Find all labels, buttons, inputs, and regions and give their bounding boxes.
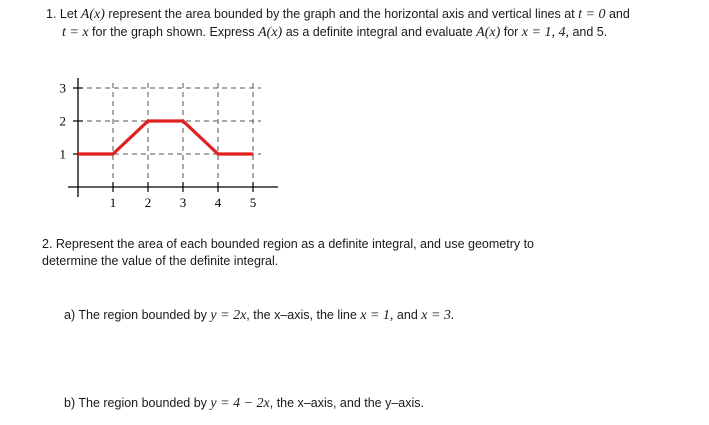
problem-1-line-1 xyxy=(46,6,630,23)
text: for the graph shown. Express xyxy=(92,25,255,39)
text: and 5. xyxy=(572,25,608,39)
text: , the x–axis, the line xyxy=(246,308,357,322)
axes xyxy=(68,78,278,197)
x-tick-label: 4 xyxy=(214,195,222,210)
equation-t-x: t = x xyxy=(62,25,89,40)
function-a-of-x: A(x) xyxy=(80,7,105,22)
function-a-of-x: A(x) xyxy=(258,25,283,40)
series-layer xyxy=(78,121,253,154)
text: b) The region bounded by xyxy=(64,396,207,410)
equation-x-values: x = 1, 4, xyxy=(521,25,569,40)
text: represent the area bounded by the graph and the horizontal axis and vertical lines at xyxy=(108,7,575,21)
part-a xyxy=(64,307,454,324)
text: a) The region bounded by xyxy=(64,308,207,322)
problem-2-line-1 xyxy=(42,236,534,252)
x-tick-label: 1 xyxy=(109,195,117,210)
y-tick-label: 1 xyxy=(59,146,66,162)
text: Let xyxy=(59,7,78,21)
series-line xyxy=(78,121,253,154)
grid-lines xyxy=(78,80,261,187)
part-b xyxy=(64,395,424,412)
function-graph xyxy=(28,70,278,230)
equation-t-0: t = 0 xyxy=(578,7,606,22)
text: for xyxy=(503,25,519,39)
tick-labels xyxy=(60,81,257,211)
problem-2-text: determine the value of the definite integral. xyxy=(42,254,279,268)
problem-2-text: 2. Represent the area of each bounded region as a definite integral, and use geometry to xyxy=(42,237,534,251)
equation-x-1: x = 1, xyxy=(360,308,394,323)
function-a-of-x: A(x) xyxy=(476,25,501,40)
equation-y-4-minus-2x: y = 4 − 2x xyxy=(210,396,270,411)
text: , the x–axis, and the y–axis. xyxy=(269,396,425,410)
x-tick-label: 3 xyxy=(179,195,187,210)
text: and xyxy=(608,7,630,21)
y-tick-label: 2 xyxy=(59,113,66,129)
equation-x-3: x = 3. xyxy=(421,308,455,323)
problem-1-number: 1. xyxy=(46,7,57,21)
problem-1-line-2 xyxy=(62,24,607,41)
x-tick-label: 5 xyxy=(249,195,257,210)
problem-2-line-2 xyxy=(42,253,278,269)
x-tick-label: 2 xyxy=(144,195,152,210)
equation-y-2x: y = 2x xyxy=(210,308,247,323)
text: as a definite integral and evaluate xyxy=(285,25,473,39)
y-tick-label: 3 xyxy=(59,80,66,96)
text: and xyxy=(396,308,418,322)
